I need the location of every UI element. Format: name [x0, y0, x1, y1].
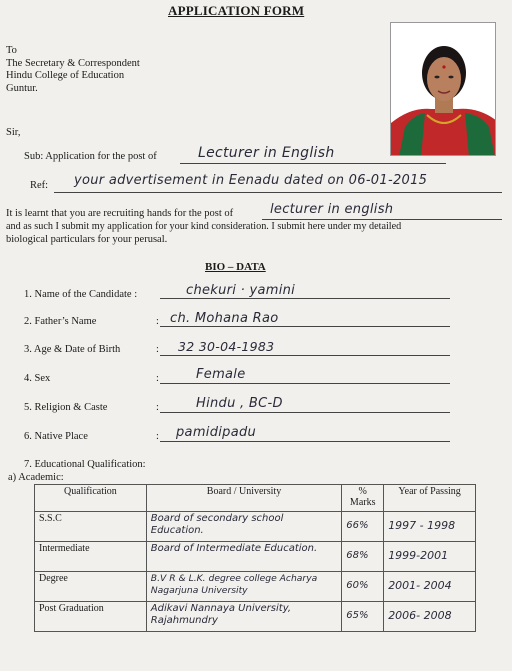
- applicant-photo: [390, 22, 496, 156]
- table-header: Board / University: [146, 485, 341, 512]
- marks-value: 60%: [346, 580, 369, 591]
- education-label: 7. Educational Qualification:: [24, 459, 146, 470]
- ref-label: Ref:: [30, 180, 49, 191]
- table-cell: [384, 512, 476, 542]
- table-header: % Marks: [342, 485, 384, 512]
- bio-label-name: 1. Name of the Candidate :: [24, 289, 138, 300]
- colon: :: [156, 402, 159, 413]
- bio-data-heading: BIO – DATA: [205, 261, 266, 273]
- bio-value-name: chekuri · yamini: [186, 283, 296, 298]
- table-cell: [384, 572, 476, 602]
- academic-label: a) Academic:: [8, 472, 64, 483]
- table-cell: [384, 542, 476, 572]
- year-value: 2001- 2004: [388, 579, 452, 592]
- address-line: Guntur.: [6, 82, 38, 94]
- table-cell: Degree: [35, 572, 147, 602]
- table-cell: [342, 512, 384, 542]
- colon: :: [156, 431, 159, 442]
- table-cell: [384, 602, 476, 632]
- year-value: 1999-2001: [388, 549, 449, 562]
- bio-value-age: 32 30-04-1983: [178, 339, 275, 354]
- bio-label-age: 3. Age & Date of Birth: [24, 344, 121, 355]
- table-cell: [146, 572, 341, 602]
- colon: :: [156, 373, 159, 384]
- bio-value-native: pamidipadu: [176, 425, 257, 440]
- table-row: [35, 542, 476, 572]
- bio-value-sex: Female: [196, 367, 246, 382]
- address-line: Hindu College of Education: [6, 70, 125, 81]
- table-row: [35, 572, 476, 602]
- bio-label-father: 2. Father’s Name: [24, 316, 97, 327]
- bio-underline: [160, 355, 450, 356]
- salutation: Sir,: [6, 127, 21, 138]
- table-cell: S.S.C: [35, 512, 147, 542]
- table-cell: Post Graduation: [35, 602, 147, 632]
- board-value: Board of Intermediate Education.: [150, 543, 318, 554]
- bio-underline: [160, 383, 450, 384]
- table-row: [35, 512, 476, 542]
- para-line-3: biological particulars for your perusal.: [6, 234, 168, 245]
- table-cell: [146, 512, 341, 542]
- table-cell: Intermediate: [35, 542, 147, 572]
- bio-label-native: 6. Native Place: [24, 431, 88, 442]
- subject-underline: [180, 163, 446, 164]
- year-value: 2006- 2008: [388, 609, 452, 622]
- applicant-portrait-image: [391, 23, 496, 156]
- colon: :: [156, 344, 159, 355]
- marks-value: 68%: [346, 550, 369, 561]
- subject-label: Sub: Application for the post of: [24, 151, 157, 162]
- table-row: [35, 602, 476, 632]
- board-value: Board of secondary school Education.: [150, 513, 284, 536]
- board-value: B.V R & L.K. degree college Acharya Nagarjuna University: [150, 573, 318, 596]
- table-header: Qualification: [35, 485, 147, 512]
- subject-value: Lecturer in English: [198, 145, 335, 161]
- post-underline: [262, 219, 502, 220]
- bio-value-father: ch. Mohana Rao: [170, 311, 279, 326]
- address-block: [6, 45, 140, 95]
- table-cell: [146, 542, 341, 572]
- bio-value-religion: Hindu , BC-D: [196, 396, 283, 411]
- address-line: To: [6, 45, 17, 56]
- board-value: Adikavi Nannaya University, Rajahmundry: [150, 603, 292, 626]
- para-line-2: and as such I submit my application for your kind consideration. I submit here under my detailed: [6, 221, 402, 232]
- table-header: Year of Passing: [384, 485, 476, 512]
- marks-value: 65%: [346, 610, 369, 621]
- bio-underline: [160, 326, 450, 327]
- table-cell: [342, 572, 384, 602]
- form-title: APPLICATION FORM: [168, 3, 305, 18]
- bio-label-sex: 4. Sex: [24, 373, 51, 384]
- table-cell: [342, 542, 384, 572]
- ref-value: your advertisement in Eenadu dated on 06-01-2015: [74, 173, 428, 188]
- bio-underline: [160, 298, 450, 299]
- colon: :: [156, 316, 159, 327]
- table-cell: [342, 602, 384, 632]
- para-line-1-label: It is learnt that you are recruiting hands for the post of: [6, 208, 234, 219]
- table-cell: [146, 602, 341, 632]
- ref-underline: [54, 192, 502, 193]
- table-header-row: [35, 485, 476, 512]
- bio-label-religion: 5. Religion & Caste: [24, 402, 108, 413]
- academic-table: [34, 484, 476, 632]
- year-value: 1997 - 1998: [388, 519, 456, 532]
- address-line: The Secretary & Correspondent: [6, 57, 140, 69]
- bio-underline: [160, 412, 450, 413]
- marks-value: 66%: [346, 520, 369, 531]
- post-value: lecturer in english: [270, 202, 394, 217]
- bio-underline: [160, 441, 450, 442]
